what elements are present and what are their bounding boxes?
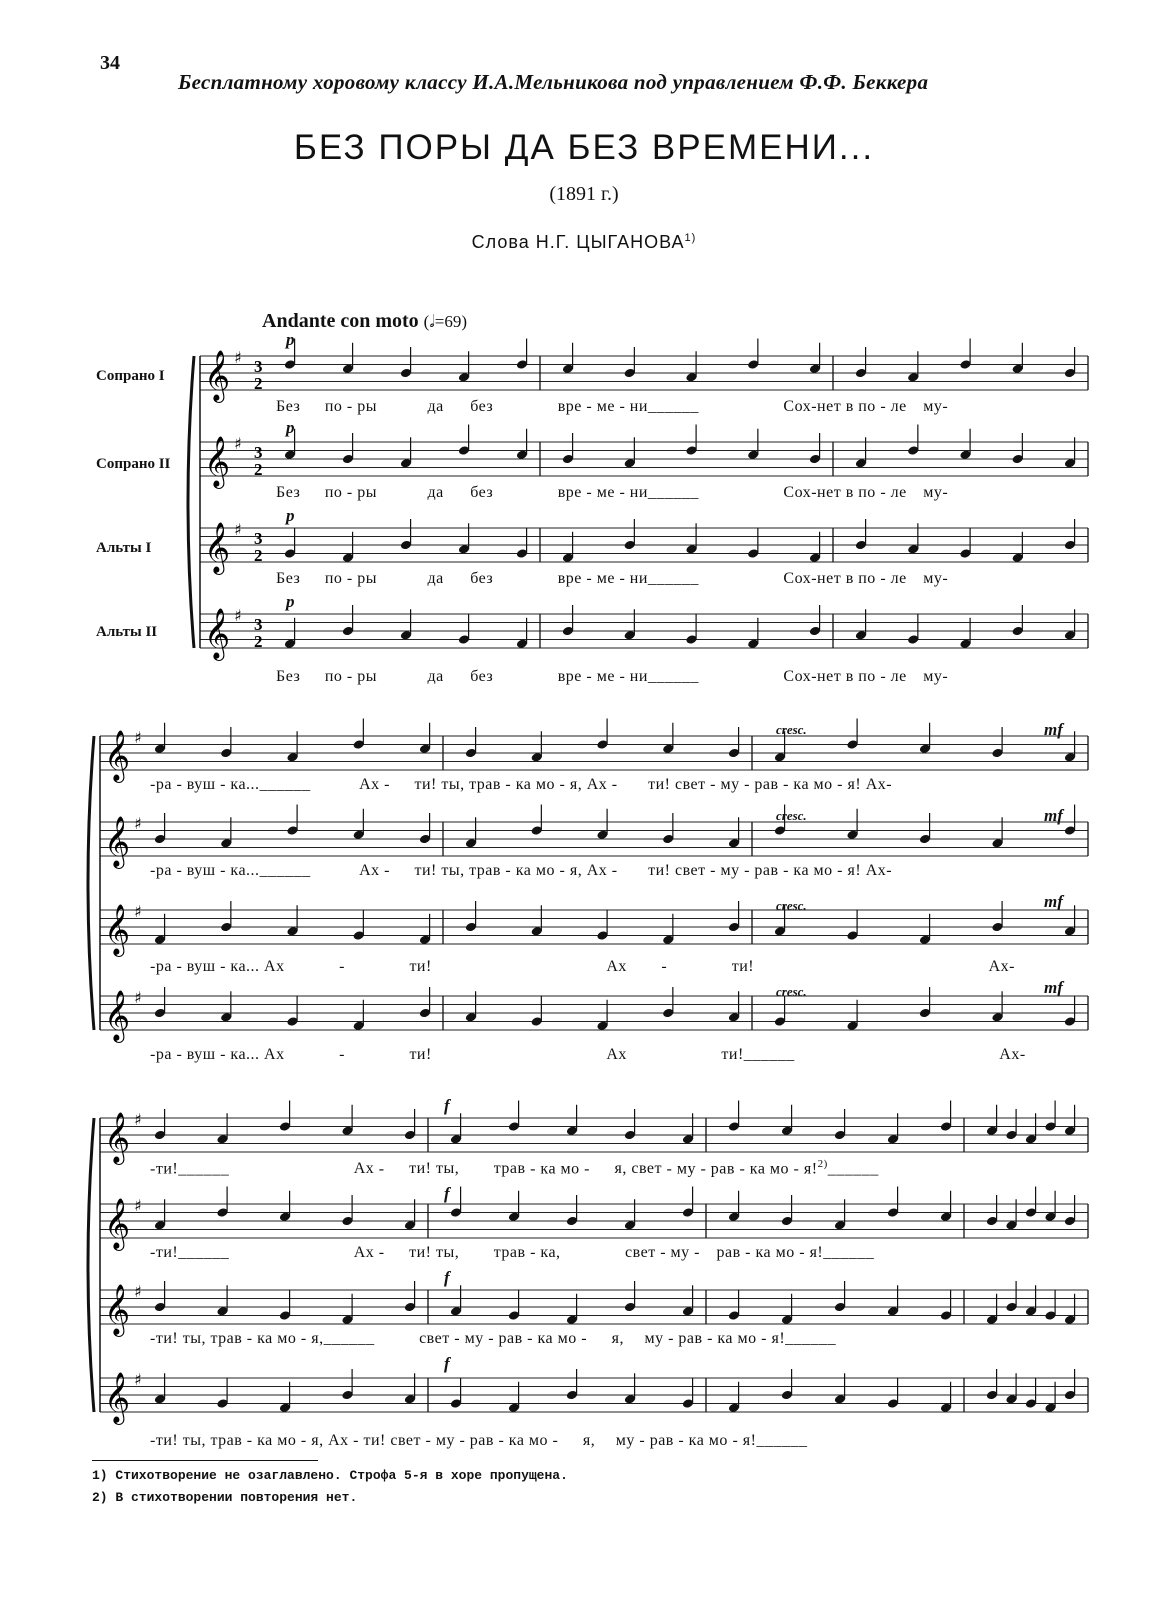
voice-label-alto-1: Альты I xyxy=(96,540,152,556)
treble-clef-icon: 𝄞 xyxy=(104,1372,131,1423)
sharp-icon: ♯ xyxy=(234,434,242,453)
lyrics-s1-soprano-2: Без по - ры да без вре - ме - ни______ Сох-нет в по - ле му- xyxy=(276,484,949,501)
voice-label-soprano-2: Сопрано II xyxy=(96,456,171,472)
voice-label-soprano-1: Сопрано I xyxy=(96,368,165,384)
dynamic-mf: mf xyxy=(1044,806,1063,825)
cresc-mark: cresc. xyxy=(776,722,807,737)
song-title: БЕЗ ПОРЫ ДА БЕЗ ВРЕМЕНИ... xyxy=(293,128,875,167)
lyrics-s1-soprano-1: Без по - ры да без вре - ме - ни______ Сох-нет в по - ле му- xyxy=(276,398,949,415)
words-credit-text: Слова Н.Г. ЦЫГАНОВА xyxy=(471,232,685,252)
lyrics-s2-alto-1: -ра - вуш - ка... Ах - ти! Ах - ти! Ах- xyxy=(150,958,1015,975)
dynamic-p: p xyxy=(286,506,295,525)
lyrics-s3-soprano-2: -ти!______ Ах - ти! ты, трав - ка, свет - му - рав - ка мо - я!______ xyxy=(150,1244,875,1261)
treble-clef-icon: 𝄞 xyxy=(204,350,231,401)
lyrics-s1-alto-2: Без по - ры да без вре - ме - ни______ Сох-нет в по - ле му- xyxy=(276,668,949,685)
dynamic-f: f xyxy=(444,1354,450,1373)
lyrics-s3-alto-1: -ти! ты, трав - ка мо - я,______ свет - му - рав - ка мо - я, му - рав - ка мо - я!______ xyxy=(150,1330,837,1347)
time-signature-bottom: 2 xyxy=(254,374,263,393)
brace xyxy=(88,736,94,1030)
sharp-icon: ♯ xyxy=(134,1196,142,1215)
sharp-icon: ♯ xyxy=(134,1110,142,1129)
dedication: Бесплатному хоровому классу И.А.Мельникова под управлением Ф.Ф. Беккера xyxy=(178,70,929,94)
treble-clef-icon: 𝄞 xyxy=(104,1112,131,1163)
lyrics-s3-soprano-1: -ти!______ Ах - ти! ты, трав - ка мо - я, свет - му - рав - ка мо - я!$^{2)}$______ xyxy=(150,1158,879,1178)
sharp-icon: ♯ xyxy=(134,1370,142,1389)
tempo-text: Andante con moto xyxy=(262,310,419,332)
footnote-2: 2) В стихотворении повторения нет. xyxy=(92,1490,358,1505)
treble-clef-icon: 𝄞 xyxy=(204,608,231,659)
dynamic-p: p xyxy=(286,330,295,349)
voice-label-alto-2: Альты II xyxy=(96,624,158,640)
lyrics-s3-alto-2: -ти! ты, трав - ка мо - я, Ах - ти! свет - му - рав - ка мо - я, му - рав - ка мо - я!______ xyxy=(150,1432,808,1449)
treble-clef-icon: 𝄞 xyxy=(204,436,231,487)
dynamic-mf: mf xyxy=(1044,892,1063,911)
time-signature-top: 3 xyxy=(254,443,263,462)
cresc-mark: cresc. xyxy=(776,898,807,913)
sharp-icon: ♯ xyxy=(134,988,142,1007)
time-signature-top: 3 xyxy=(254,357,263,376)
page-number: 34 xyxy=(100,52,120,74)
sharp-icon: ♯ xyxy=(234,520,242,539)
sharp-icon: ♯ xyxy=(134,814,142,833)
brace xyxy=(88,1118,94,1412)
treble-clef-icon: 𝄞 xyxy=(104,1284,131,1335)
dynamic-p: p xyxy=(286,418,295,437)
treble-clef-icon: 𝄞 xyxy=(104,730,131,781)
treble-clef-icon: 𝄞 xyxy=(104,816,131,867)
sharp-icon: ♯ xyxy=(234,606,242,625)
lyrics-s2-alto-2: -ра - вуш - ка... Ах - ти! Ах ти!______ Ах- xyxy=(150,1046,1026,1063)
cresc-mark: cresc. xyxy=(776,808,807,823)
time-signature-bottom: 2 xyxy=(254,460,263,479)
time-signature-bottom: 2 xyxy=(254,546,263,565)
treble-clef-icon: 𝄞 xyxy=(104,904,131,955)
treble-clef-icon: 𝄞 xyxy=(104,1198,131,1249)
footnote-mark: 1) xyxy=(684,232,697,244)
dynamic-f: f xyxy=(444,1096,450,1115)
dynamic-f: f xyxy=(444,1184,450,1203)
treble-clef-icon: 𝄞 xyxy=(104,990,131,1041)
dynamic-mf: mf xyxy=(1044,720,1063,739)
dynamic-f: f xyxy=(444,1268,450,1287)
sharp-icon: ♯ xyxy=(134,902,142,921)
lyrics-s2-soprano-2: -ра - вуш - ка...______ Ах - ти! ты, трав - ка мо - я, Ах - ти! свет - му - рав - ка мо - я! Ах- xyxy=(150,862,893,879)
sharp-icon: ♯ xyxy=(134,728,142,747)
time-signature-top: 3 xyxy=(254,529,263,548)
sharp-icon: ♯ xyxy=(234,348,242,367)
sharp-icon: ♯ xyxy=(134,1282,142,1301)
brace xyxy=(188,356,194,648)
time-signature-bottom: 2 xyxy=(254,632,263,651)
cresc-mark: cresc. xyxy=(776,984,807,999)
dynamic-mf: mf xyxy=(1044,978,1063,997)
footnote-1: 1) Стихотворение не озаглавлено. Строфа 5-я в хоре пропущена. xyxy=(92,1468,568,1483)
lyrics-s2-soprano-1: -ра - вуш - ка...______ Ах - ти! ты, трав - ка мо - я, Ах - ти! свет - му - рав - ка мо - я! Ах- xyxy=(150,776,893,793)
lyrics-s1-alto-1: Без по - ры да без вре - ме - ни______ Сох-нет в по - ле му- xyxy=(276,570,949,587)
metronome-mark: (𝅗𝅥=69) xyxy=(423,312,467,331)
treble-clef-icon: 𝄞 xyxy=(204,522,231,573)
dynamic-p: p xyxy=(286,592,295,611)
composition-year: (1891 г.) xyxy=(549,183,619,205)
time-signature-top: 3 xyxy=(254,615,263,634)
